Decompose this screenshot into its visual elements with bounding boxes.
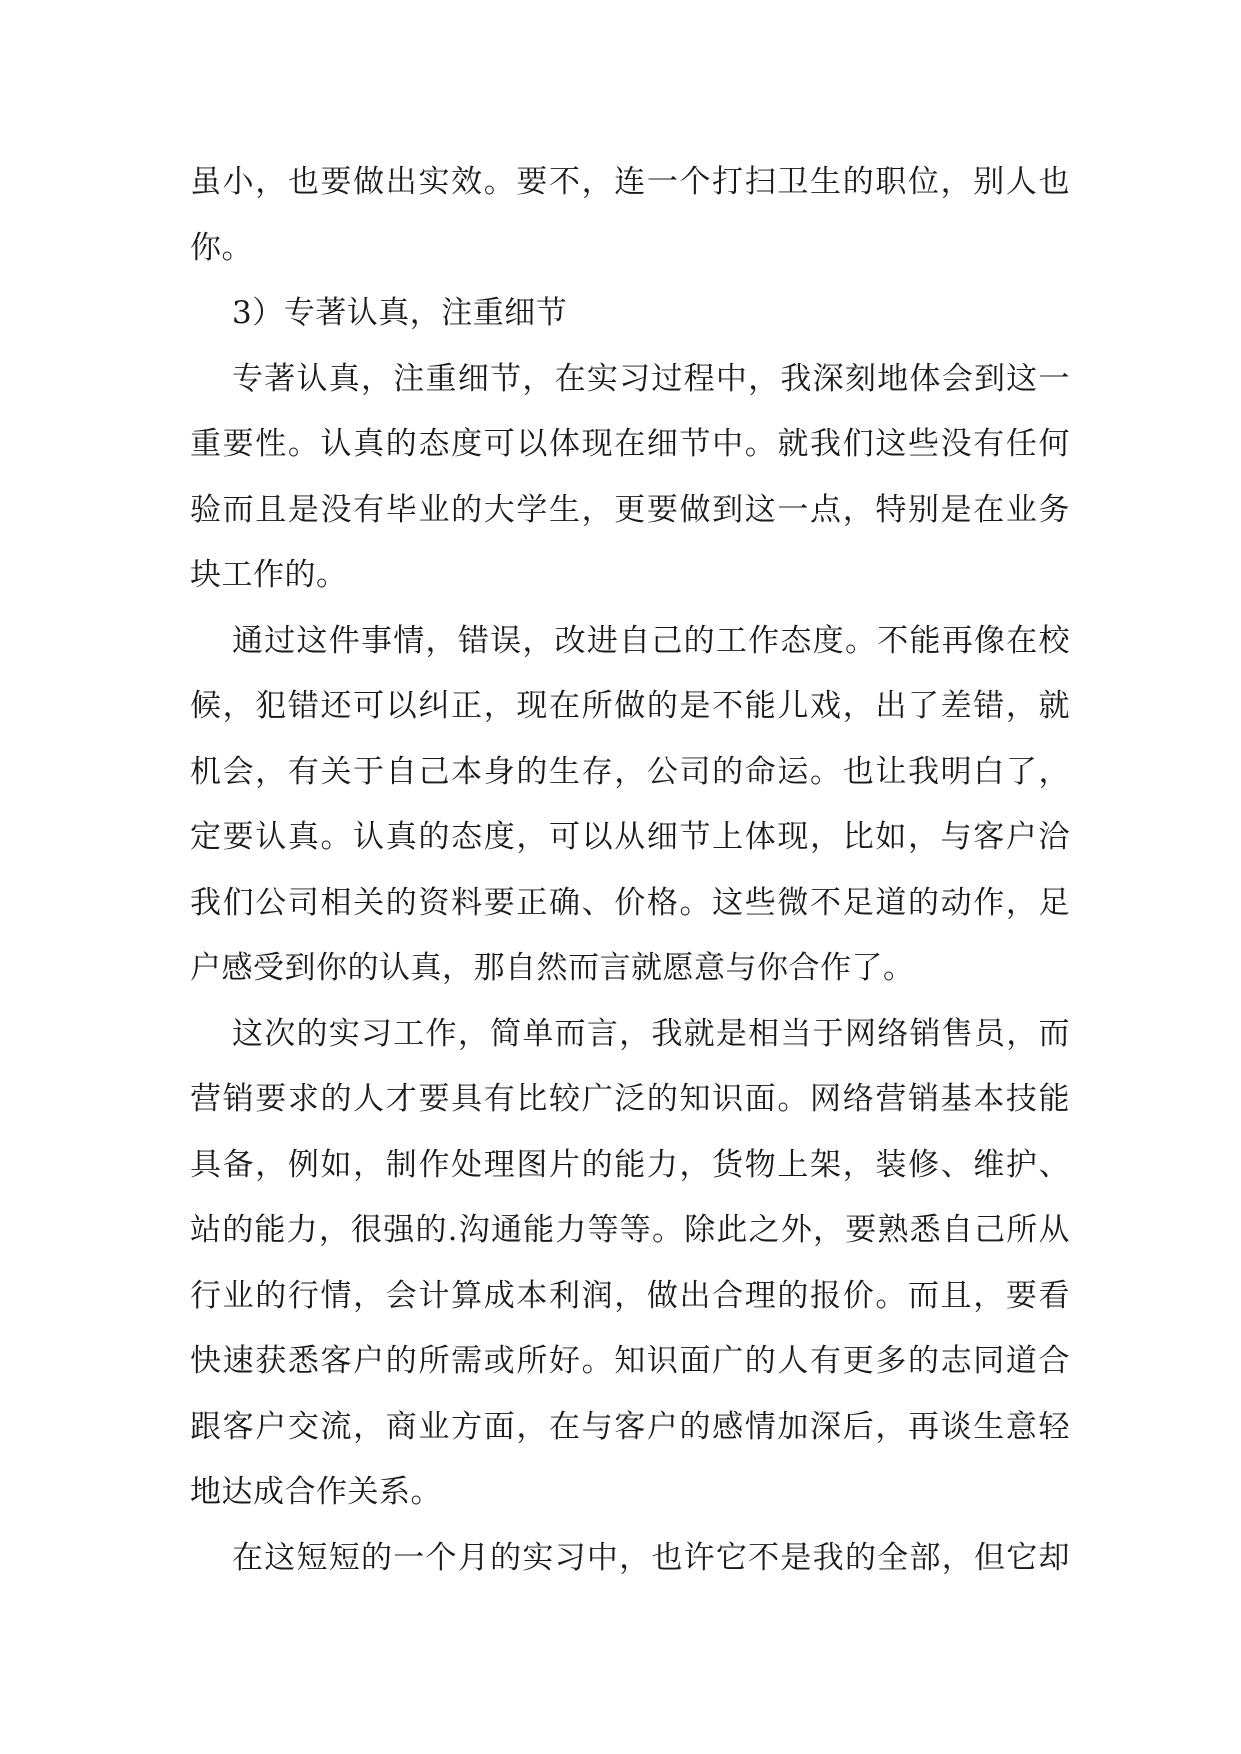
text-line: 你。 xyxy=(190,229,253,266)
document-body xyxy=(190,150,1070,1591)
text-line: 机会，有关于自己本身的生存，公司的命运。也让我明白了， xyxy=(190,753,1070,790)
text-line: 块工作的。 xyxy=(190,557,348,593)
text-line: 3）专著认真，注重细节 xyxy=(232,295,568,331)
text-line: 地达成合作关系。 xyxy=(190,1474,442,1510)
text-line: 我们公司相关的资料要正确、价格。这些微不足道的动作，足 xyxy=(190,884,1070,921)
text-line: 专著认真，注重细节，在实习过程中，我深刻地体会到这一 xyxy=(232,360,1070,397)
text-line: 行业的行情，会计算成本利润，做出合理的报价。而且，要看 xyxy=(190,1277,1070,1314)
text-line: 户感受到你的认真，那自然而言就愿意与你合作了。 xyxy=(190,950,915,986)
text-line: 重要性。认真的态度可以体现在细节中。就我们这些没有任何 xyxy=(190,426,1070,462)
text-line: 虽小，也要做出实效。要不，连一个打扫卫生的职位，别人也 xyxy=(190,164,1070,200)
text-line: 这次的实习工作，简单而言，我就是相当于网络销售员，而 xyxy=(232,1015,1070,1052)
text-line: 快速获悉客户的所需或所好。知识面广的人有更多的志同道合 xyxy=(190,1343,1070,1379)
text-line: 跟客户交流，商业方面，在与客户的感情加深后，再谈生意轻 xyxy=(190,1408,1070,1445)
text-line: 具备，例如，制作处理图片的能力，货物上架，装修、维护、 xyxy=(190,1146,1070,1183)
text-line: 营销要求的人才要具有比较广泛的知识面。网络营销基本技能 xyxy=(190,1081,1070,1117)
text-line: 通过这件事情，错误，改进自己的工作态度。不能再像在校 xyxy=(232,622,1070,659)
text-line: 候，犯错还可以纠正，现在所做的是不能儿戏，出了差错，就 xyxy=(190,688,1070,724)
text-line: 定要认真。认真的态度，可以从细节上体现，比如，与客户洽 xyxy=(190,819,1070,855)
text-line: 在这短短的一个月的实习中，也许它不是我的全部，但它却 xyxy=(232,1539,1070,1576)
text-line: 验而且是没有毕业的大学生，更要做到这一点，特别是在业务 xyxy=(190,491,1070,528)
text-line: 站的能力，很强的.沟通能力等等。除此之外，要熟悉自己所从 xyxy=(190,1212,1070,1248)
